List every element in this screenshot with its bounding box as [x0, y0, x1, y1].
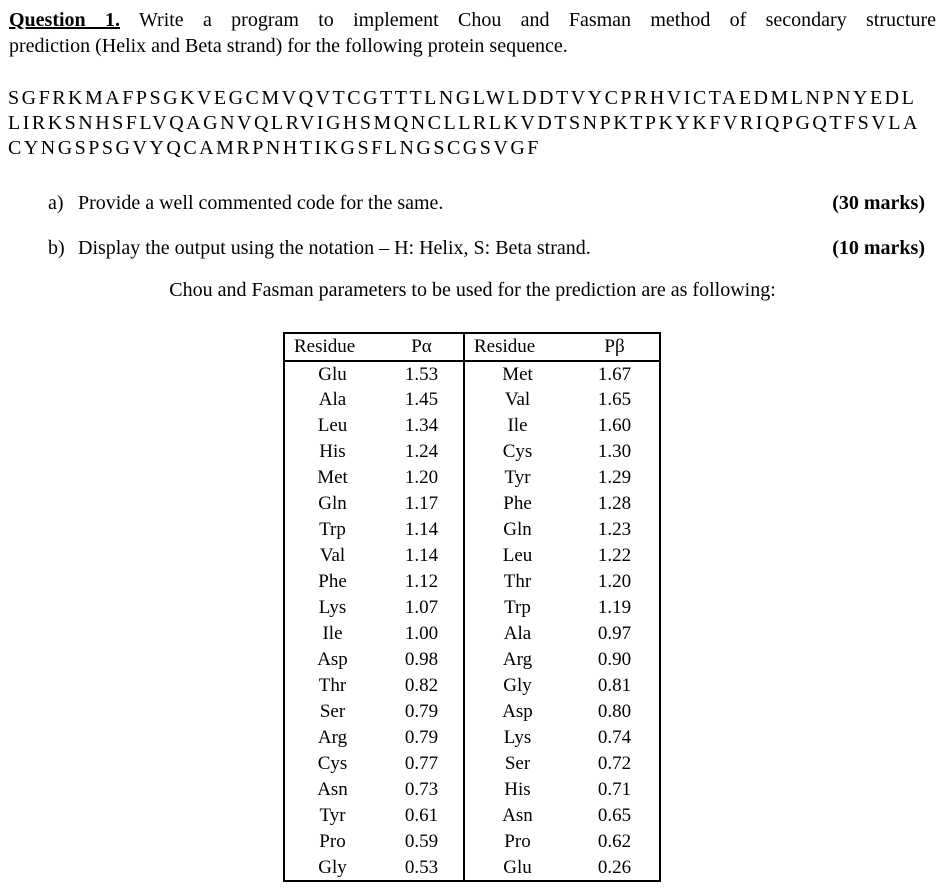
- residue-name: Thr: [464, 569, 570, 595]
- parameter-row: [284, 595, 660, 621]
- subquestion-b-marker: b): [48, 237, 65, 259]
- parameter-row: [284, 751, 660, 777]
- propensity-value: 1.34: [404, 415, 439, 436]
- residue-name: Cys: [464, 439, 570, 465]
- residue-name: Arg: [464, 647, 570, 673]
- propensity-value: 1.29: [597, 467, 632, 488]
- propensity-value: 0.90: [597, 649, 632, 670]
- residue-name: Gln: [464, 517, 570, 543]
- propensity-value: 1.07: [404, 597, 439, 618]
- parameter-row: [284, 855, 660, 881]
- residue-name: Asp: [317, 649, 348, 670]
- residue-name: Asn: [464, 803, 570, 829]
- parameter-row: [284, 777, 660, 803]
- residue-name: Gly: [464, 673, 570, 699]
- parameter-row: [284, 439, 660, 465]
- question-paragraph-line1: [9, 7, 936, 33]
- parameter-row: [284, 829, 660, 855]
- parameter-row: [284, 491, 660, 517]
- propensity-value: 1.14: [404, 545, 439, 566]
- parameter-row: [284, 803, 660, 829]
- parameter-row: [284, 673, 660, 699]
- header-p-alpha: Pα: [380, 333, 464, 361]
- question-text-line1: Write a program to implement Chou and Fasman method of secondary structure: [138, 9, 936, 31]
- subquestion-a-marks: (30 marks): [832, 192, 925, 214]
- propensity-value: 0.74: [597, 727, 632, 748]
- residue-name: Lys: [318, 597, 347, 618]
- residue-name: His: [464, 777, 570, 803]
- propensity-value: 0.62: [597, 831, 632, 852]
- subquestion-a-text: Provide a well commented code for the same.: [78, 192, 444, 214]
- subquestion-a-marker: a): [48, 192, 64, 214]
- residue-name: Ser: [319, 701, 346, 722]
- propensity-value: 0.79: [404, 727, 439, 748]
- subquestion-b: [48, 237, 925, 260]
- propensity-value: 1.17: [404, 493, 439, 514]
- propensity-value: 0.61: [404, 805, 439, 826]
- propensity-value: 1.67: [597, 363, 632, 385]
- residue-name: Asp: [464, 699, 570, 725]
- propensity-value: 1.14: [404, 519, 439, 540]
- parameter-table-body: [284, 361, 660, 881]
- residue-name: Glu: [464, 855, 570, 881]
- propensity-value: 1.28: [597, 493, 632, 514]
- propensity-value: 1.60: [597, 415, 632, 436]
- protein-sequence-line: LIRKSNHSFLVQAGNVQLRVIGHSMQNCLLRLKVDTSNPKTPKYKFVRIQPGQTFSVLA: [8, 112, 920, 134]
- propensity-value: 1.19: [597, 597, 632, 618]
- parameter-row: [284, 517, 660, 543]
- question-paragraph: [9, 7, 936, 59]
- parameter-row: [284, 465, 660, 491]
- parameter-row: [284, 413, 660, 439]
- residue-name: Phe: [464, 491, 570, 517]
- residue-name: Met: [317, 467, 348, 488]
- protein-sequence-line: CYNGSPSGVYQCAMRPNHTIKGSFLNGSCGSVGF: [8, 137, 541, 159]
- propensity-value: 0.65: [597, 805, 632, 826]
- header-row: [284, 333, 660, 361]
- propensity-value: 1.53: [404, 363, 439, 385]
- residue-name: Glu: [318, 363, 347, 385]
- residue-name: Arg: [317, 727, 348, 748]
- residue-name: Gly: [318, 856, 347, 878]
- subquestion-b-text: Display the output using the notation – H: Helix, S: Beta strand.: [78, 237, 591, 259]
- residue-name: Tyr: [464, 465, 570, 491]
- residue-name: Met: [464, 361, 570, 387]
- residue-name: Gln: [318, 493, 347, 514]
- residue-name: Leu: [464, 543, 570, 569]
- propensity-value: 1.30: [597, 441, 632, 462]
- propensity-value: 1.20: [597, 571, 632, 592]
- residue-name: Leu: [317, 415, 348, 436]
- residue-name: Ile: [464, 413, 570, 439]
- propensity-value: 0.81: [597, 675, 632, 696]
- propensity-value: 0.79: [404, 701, 439, 722]
- parameter-row: [284, 543, 660, 569]
- question-label: Question 1.: [9, 9, 120, 31]
- subquestion-b-marks: (10 marks): [832, 237, 925, 259]
- residue-name: Trp: [464, 595, 570, 621]
- parameter-row: [284, 361, 660, 387]
- residue-name: Pro: [464, 829, 570, 855]
- residue-name: His: [319, 441, 346, 462]
- propensity-value: 1.65: [597, 389, 632, 410]
- residue-name: Asn: [317, 779, 348, 800]
- residue-name: Val: [319, 545, 346, 566]
- header-residue-beta: Residue: [464, 333, 570, 361]
- propensity-value: 0.77: [404, 753, 439, 774]
- residue-name: Lys: [464, 725, 570, 751]
- residue-name: Tyr: [319, 805, 346, 826]
- residue-name: Trp: [319, 519, 346, 540]
- propensity-value: 0.98: [404, 649, 439, 670]
- propensity-value: 0.97: [597, 623, 632, 644]
- residue-name: Ala: [464, 621, 570, 647]
- parameter-row: [284, 569, 660, 595]
- parameter-row: [284, 647, 660, 673]
- propensity-value: 1.45: [404, 389, 439, 410]
- question-paragraph-line2: prediction (Helix and Beta strand) for the following protein sequence.: [9, 35, 568, 57]
- propensity-value: 0.72: [597, 753, 632, 774]
- parameter-row: [284, 621, 660, 647]
- header-residue-helix: Residue: [284, 333, 380, 361]
- propensity-value: 0.26: [597, 856, 632, 878]
- propensity-value: 1.23: [597, 519, 632, 540]
- propensity-value: 1.22: [597, 545, 632, 566]
- propensity-value: 1.12: [404, 571, 439, 592]
- parameters-table: [283, 332, 661, 882]
- propensity-value: 0.80: [597, 701, 632, 722]
- propensity-value: 0.53: [404, 856, 439, 878]
- residue-name: Ala: [318, 389, 347, 410]
- parameter-row: [284, 699, 660, 725]
- residue-name: Thr: [318, 675, 347, 696]
- propensity-value: 1.20: [404, 467, 439, 488]
- subquestion-a: [48, 192, 925, 215]
- propensity-value: 0.71: [597, 779, 632, 800]
- parameter-row: [284, 725, 660, 751]
- header-p-beta: Pβ: [570, 333, 660, 361]
- propensity-value: 1.00: [404, 623, 439, 644]
- propensity-value: 0.82: [404, 675, 439, 696]
- parameters-table-header: [284, 333, 660, 361]
- residue-name: Phe: [318, 571, 347, 592]
- propensity-value: 0.59: [404, 831, 439, 852]
- residue-name: Val: [464, 387, 570, 413]
- propensity-value: 1.24: [404, 441, 439, 462]
- parameter-row: [284, 387, 660, 413]
- residue-name: Cys: [317, 753, 348, 774]
- residue-name: Pro: [319, 831, 346, 852]
- parameters-caption: Chou and Fasman parameters to be used for the prediction are as following:: [169, 279, 776, 301]
- protein-sequence-line: SGFRKMAFPSGKVEGCMVQVTCGTTTLNGLWLDDTVYCPRHVICTAEDMLNPNYEDL: [8, 87, 917, 109]
- propensity-value: 0.73: [404, 779, 439, 800]
- protein-sequence: [8, 86, 943, 161]
- residue-name: Ser: [464, 751, 570, 777]
- residue-name: Ile: [322, 623, 343, 644]
